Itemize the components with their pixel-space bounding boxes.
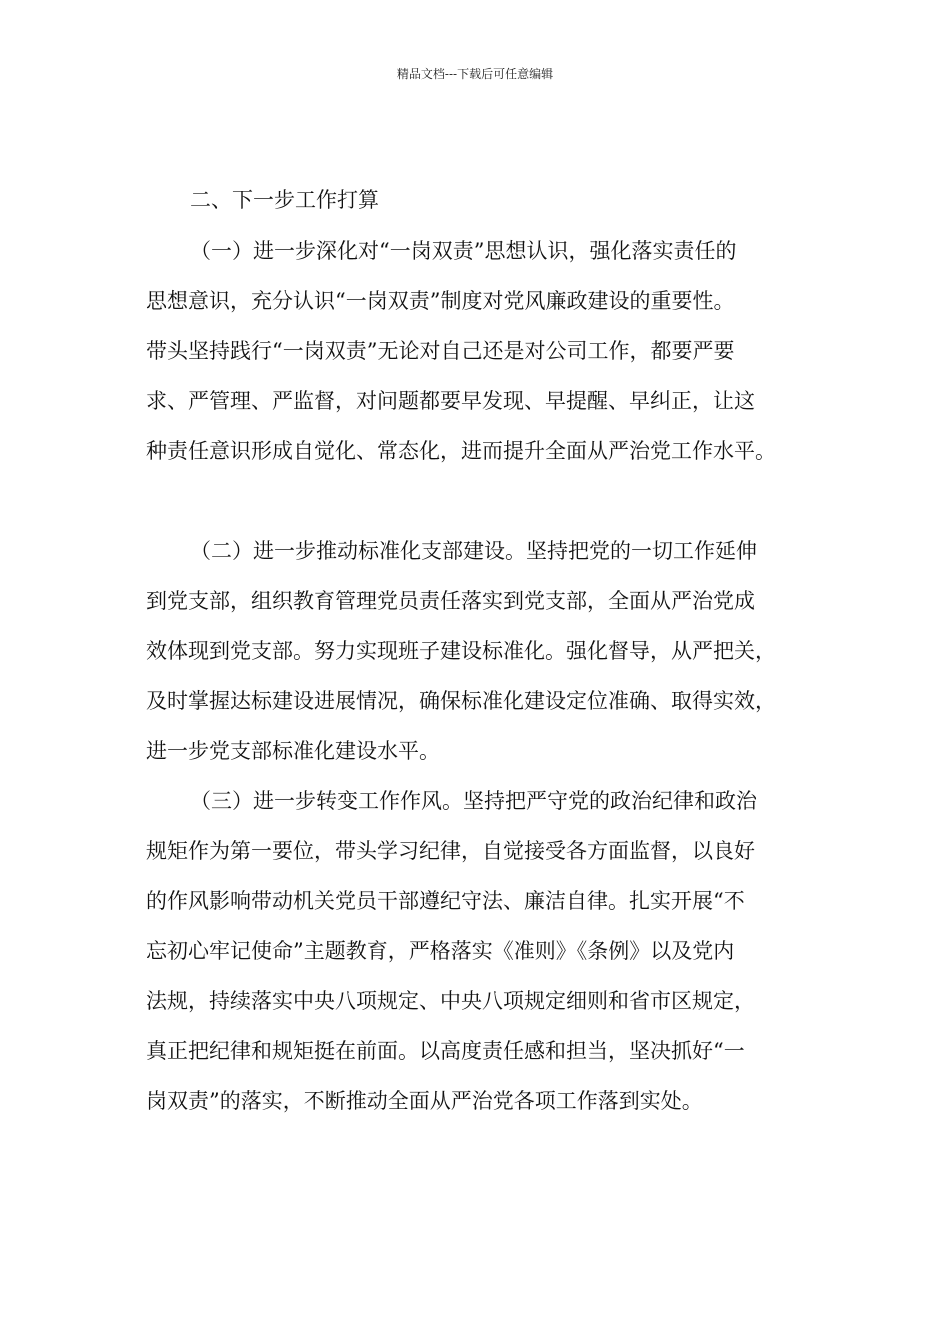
paragraph-2-line-2: 到党支部，组织教育管理党员责任落实到党支部，全面从严治党成 — [146, 589, 755, 613]
paragraph-3-line-2: 规矩作为第一要位，带头学习纪律，自觉接受各方面监督，以良好 — [146, 839, 755, 863]
paragraph-2-line-4: 及时掌握达标建设进展情况，确保标准化建设定位准确、取得实效， — [146, 689, 776, 713]
page-header: 精品文档---下载后可任意编辑 — [396, 67, 554, 81]
paragraph-1-line-5: 种责任意识形成自觉化、常态化，进而提升全面从严治党工作水平。 — [146, 439, 776, 463]
paragraph-2-line-3: 效体现到党支部。努力实现班子建设标准化。强化督导，从严把关， — [146, 639, 776, 663]
paragraph-3-line-7: 岗双责”的落实，不断推动全面从严治党各项工作落到实处。 — [146, 1089, 703, 1113]
paragraph-1-line-3: 带头坚持践行“一岗双责”无论对自己还是对公司工作，都要严要 — [146, 339, 735, 363]
paragraph-2-line-1: （二）进一步推动标准化支部建设。坚持把党的一切工作延伸 — [190, 539, 757, 563]
paragraph-3-line-4: 忘初心牢记使命”主题教育，严格落实《准则》《条例》以及党内 — [146, 939, 735, 963]
paragraph-3-line-5: 法规，持续落实中央八项规定、中央八项规定细则和省市区规定， — [146, 989, 755, 1013]
paragraph-2-line-5: 进一步党支部标准化建设水平。 — [146, 739, 440, 763]
paragraph-3-line-1: （三）进一步转变工作作风。坚持把严守党的政治纪律和政治 — [190, 789, 757, 813]
section-heading: 二、下一步工作打算 — [190, 188, 379, 212]
paragraph-3-line-6: 真正把纪律和规矩挺在前面。以高度责任感和担当，坚决抓好“一 — [146, 1039, 745, 1063]
paragraph-1-line-4: 求、严管理、严监督，对问题都要早发现、早提醒、早纠正，让这 — [146, 389, 755, 413]
paragraph-1-line-1: （一）进一步深化对“一岗双责”思想认识，强化落实责任的 — [190, 239, 737, 263]
paragraph-1-line-2: 思想意识，充分认识“一岗双责”制度对党风廉政建设的重要性。 — [146, 289, 735, 313]
paragraph-3-line-3: 的作风影响带动机关党员干部遵纪守法、廉洁自律。扎实开展“不 — [146, 889, 745, 913]
